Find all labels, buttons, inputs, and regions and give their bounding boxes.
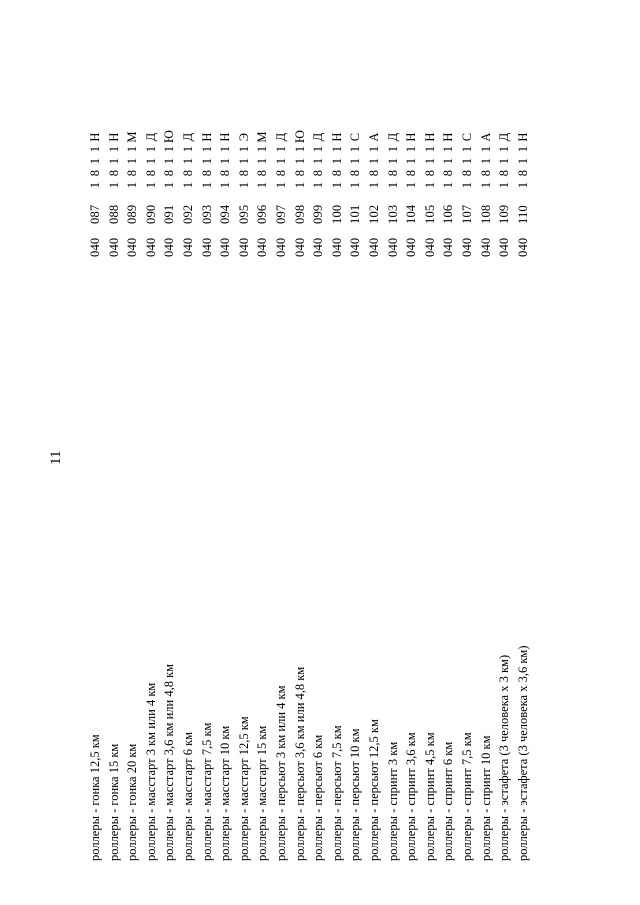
- code-part: 040: [515, 237, 530, 257]
- code-part: 040: [236, 237, 251, 257]
- discipline-code: [384, 131, 403, 257]
- discipline-name: роллеры - эстафета (3 человека х 3 км): [497, 654, 512, 861]
- code-part: 040: [497, 237, 512, 257]
- code-part: 1: [106, 181, 121, 189]
- code-part: 8: [348, 169, 363, 177]
- discipline-name: роллеры - персьют 7,5 км: [329, 725, 344, 861]
- code-part: 089: [125, 204, 140, 224]
- code-part: 040: [199, 237, 214, 257]
- code-part: 040: [255, 237, 270, 257]
- code-part: А: [478, 132, 493, 142]
- code-part: 1: [274, 157, 288, 165]
- code-part: 040: [367, 237, 381, 257]
- list-item: [123, 21, 142, 861]
- code-part: 102: [367, 204, 381, 224]
- code-part: 1: [478, 157, 493, 165]
- code-part: 1: [143, 145, 158, 153]
- code-part: 1: [143, 181, 158, 189]
- discipline-name: роллеры - масстарт 3,6 км или 4,8 км: [162, 663, 177, 861]
- code-part: 109: [497, 204, 512, 224]
- code-part: Н: [329, 132, 344, 142]
- list-item: [384, 21, 403, 861]
- code-part: 8: [162, 169, 177, 177]
- list-item: [402, 21, 421, 861]
- discipline-code: [346, 131, 365, 257]
- code-part: 8: [515, 169, 530, 177]
- code-part: 1: [292, 157, 307, 165]
- code-part: 101: [348, 204, 363, 224]
- code-part: 1: [181, 181, 195, 189]
- code-part: 1: [125, 181, 140, 189]
- discipline-code: [160, 131, 179, 257]
- code-part: 8: [367, 169, 381, 177]
- code-part: 8: [88, 169, 102, 177]
- code-part: 1: [106, 157, 121, 165]
- code-part: 1: [329, 181, 344, 189]
- code-part: 1: [311, 145, 326, 153]
- code-part: С: [460, 132, 474, 142]
- code-part: 040: [441, 237, 456, 257]
- discipline-code: [235, 131, 254, 257]
- list-item: [179, 21, 198, 861]
- code-part: 1: [218, 157, 233, 165]
- discipline-code: [458, 131, 477, 257]
- code-part: 040: [478, 237, 493, 257]
- discipline-code: [253, 131, 272, 257]
- code-part: 1: [385, 157, 400, 165]
- code-part: 040: [125, 237, 140, 257]
- code-part: Э: [236, 132, 251, 142]
- discipline-name: роллеры - спринт 10 км: [478, 735, 493, 861]
- code-part: 1: [460, 145, 474, 153]
- discipline-code: [495, 131, 514, 257]
- code-part: Н: [404, 132, 419, 142]
- code-part: 096: [255, 204, 270, 224]
- code-part: Д: [181, 132, 195, 142]
- code-part: Д: [385, 132, 400, 142]
- code-part: 1: [404, 157, 419, 165]
- discipline-name: роллеры - спринт 7,5 км: [460, 732, 474, 861]
- code-part: 1: [181, 145, 195, 153]
- code-part: 097: [274, 204, 288, 224]
- list-item: [272, 21, 291, 861]
- code-part: 105: [422, 204, 437, 224]
- code-part: Н: [106, 132, 121, 142]
- code-part: 040: [292, 237, 307, 257]
- code-part: 1: [497, 157, 512, 165]
- discipline-name: роллеры - масстарт 7,5 км: [199, 722, 214, 861]
- page-number: 11: [48, 450, 64, 465]
- discipline-name: роллеры - персьют 6 км: [311, 734, 326, 861]
- code-part: 1: [162, 157, 177, 165]
- code-part: 040: [162, 237, 177, 257]
- code-part: 1: [236, 181, 251, 189]
- code-part: Н: [218, 132, 233, 142]
- code-part: 040: [422, 237, 437, 257]
- code-part: 1: [311, 181, 326, 189]
- code-part: М: [255, 131, 270, 143]
- code-part: Д: [274, 132, 288, 142]
- code-part: 1: [181, 157, 195, 165]
- discipline-name: роллеры - гонка 20 км: [125, 743, 140, 861]
- list-item: [160, 21, 179, 861]
- code-part: 100: [329, 204, 344, 224]
- discipline-name: роллеры - гонка 12,5 км: [88, 734, 102, 861]
- list-item: [328, 21, 347, 861]
- discipline-code: [216, 131, 235, 257]
- code-part: 1: [255, 157, 270, 165]
- code-part: 1: [218, 181, 233, 189]
- code-part: 1: [404, 145, 419, 153]
- discipline-name: роллеры - гонка 15 км: [106, 743, 121, 861]
- code-part: 099: [311, 204, 326, 224]
- list-item: [477, 21, 496, 861]
- list-item: [291, 21, 310, 861]
- code-part: 8: [311, 169, 326, 177]
- code-part: 040: [106, 237, 121, 257]
- discipline-name: роллеры - спринт 4,5 км: [422, 732, 437, 861]
- code-part: 103: [385, 204, 400, 224]
- list-item: [495, 21, 514, 861]
- code-part: 1: [143, 157, 158, 165]
- code-part: 8: [106, 169, 121, 177]
- code-part: 8: [478, 169, 493, 177]
- code-part: 8: [404, 169, 419, 177]
- code-part: 093: [199, 204, 214, 224]
- code-part: 094: [218, 204, 233, 224]
- code-part: 1: [329, 157, 344, 165]
- code-part: 1: [199, 145, 214, 153]
- code-part: 1: [292, 181, 307, 189]
- list-item: [309, 21, 328, 861]
- discipline-name: роллеры - спринт 3 км: [385, 741, 400, 861]
- code-part: 8: [125, 169, 140, 177]
- code-part: 8: [292, 169, 307, 177]
- discipline-name: роллеры - персьют 10 км: [348, 728, 363, 861]
- code-part: А: [367, 132, 381, 142]
- code-part: 1: [441, 145, 456, 153]
- code-part: 040: [311, 237, 326, 257]
- discipline-code: [291, 131, 310, 257]
- code-part: 8: [236, 169, 251, 177]
- code-part: 1: [422, 145, 437, 153]
- code-part: 1: [367, 157, 381, 165]
- list-item: [421, 21, 440, 861]
- code-part: 8: [181, 169, 195, 177]
- code-part: 1: [106, 145, 121, 153]
- code-part: 1: [515, 145, 530, 153]
- code-part: 040: [385, 237, 400, 257]
- discipline-name: роллеры - масстарт 6 км: [181, 731, 195, 861]
- discipline-name: роллеры - масстарт 15 км: [255, 725, 270, 861]
- code-part: 8: [255, 169, 270, 177]
- code-part: 040: [143, 237, 158, 257]
- list-item: [198, 21, 217, 861]
- code-part: 1: [199, 181, 214, 189]
- code-part: 1: [515, 181, 530, 189]
- code-part: 1: [255, 145, 270, 153]
- code-part: 1: [404, 181, 419, 189]
- code-part: 1: [478, 181, 493, 189]
- discipline-name: роллеры - спринт 3,6 км: [404, 732, 419, 861]
- code-part: 087: [88, 204, 102, 224]
- list-item: [142, 21, 161, 861]
- code-part: 1: [125, 157, 140, 165]
- code-part: 8: [385, 169, 400, 177]
- code-part: 8: [218, 169, 233, 177]
- code-part: Н: [515, 132, 530, 142]
- code-part: 1: [88, 181, 102, 189]
- code-part: 040: [181, 237, 195, 257]
- code-part: 1: [515, 157, 530, 165]
- code-part: 1: [292, 145, 307, 153]
- discipline-code: [105, 131, 124, 257]
- discipline-code: [421, 131, 440, 257]
- code-part: 8: [422, 169, 437, 177]
- code-part: 1: [236, 145, 251, 153]
- code-part: Д: [497, 132, 512, 142]
- list-item: [105, 21, 124, 861]
- code-part: 1: [441, 157, 456, 165]
- code-part: 1: [348, 157, 363, 165]
- code-part: 1: [348, 145, 363, 153]
- code-part: 095: [236, 204, 251, 224]
- code-part: 1: [311, 157, 326, 165]
- code-part: 1: [236, 157, 251, 165]
- discipline-name: роллеры - персьют 12,5 км: [367, 719, 381, 861]
- discipline-name: роллеры - персьют 3 км или 4 км: [274, 685, 288, 861]
- discipline-code: [328, 131, 347, 257]
- discipline-code: [123, 131, 142, 257]
- code-part: 1: [88, 145, 102, 153]
- list-item: [216, 21, 235, 861]
- code-part: 1: [422, 181, 437, 189]
- code-part: 8: [329, 169, 344, 177]
- code-part: 090: [143, 204, 158, 224]
- code-part: 1: [162, 181, 177, 189]
- code-part: 1: [367, 181, 381, 189]
- discipline-code: [514, 131, 533, 257]
- discipline-code: [179, 131, 198, 257]
- discipline-code: [272, 131, 291, 257]
- code-part: 088: [106, 204, 121, 224]
- code-part: Н: [441, 132, 456, 142]
- code-part: 8: [199, 169, 214, 177]
- code-part: 1: [460, 181, 474, 189]
- list-item: [439, 21, 458, 861]
- list-item: [253, 21, 272, 861]
- code-part: М: [125, 131, 140, 143]
- code-part: 1: [329, 145, 344, 153]
- code-part: 040: [404, 237, 419, 257]
- code-part: 1: [162, 145, 177, 153]
- code-part: 104: [404, 204, 419, 224]
- code-part: 1: [218, 145, 233, 153]
- discipline-code: [365, 131, 384, 257]
- code-part: 1: [460, 157, 474, 165]
- code-part: 107: [460, 204, 474, 224]
- discipline-code: [309, 131, 328, 257]
- code-part: 1: [441, 181, 456, 189]
- list-item: [514, 21, 533, 861]
- code-part: 040: [348, 237, 363, 257]
- code-part: 1: [367, 145, 381, 153]
- discipline-name: роллеры - масстарт 12,5 км: [236, 716, 251, 861]
- code-part: 8: [497, 169, 512, 177]
- code-part: 040: [460, 237, 474, 257]
- code-part: 1: [385, 145, 400, 153]
- discipline-code: [439, 131, 458, 257]
- code-part: 108: [478, 204, 493, 224]
- code-part: 1: [422, 157, 437, 165]
- discipline-code: [198, 131, 217, 257]
- code-part: 8: [441, 169, 456, 177]
- code-part: 1: [478, 145, 493, 153]
- code-part: 106: [441, 204, 456, 224]
- code-part: Ю: [162, 129, 177, 143]
- discipline-name: роллеры - масстарт 10 км: [218, 725, 233, 861]
- code-part: 1: [497, 145, 512, 153]
- discipline-name: роллеры - спринт 6 км: [441, 741, 456, 861]
- list-item: [458, 21, 477, 861]
- code-part: Н: [199, 132, 214, 142]
- code-part: 040: [88, 237, 102, 257]
- code-part: С: [348, 132, 363, 142]
- code-part: 8: [143, 169, 158, 177]
- discipline-code: [86, 131, 105, 257]
- code-part: 040: [274, 237, 288, 257]
- code-part: 040: [329, 237, 344, 257]
- discipline-name: роллеры - масстарт 3 км или 4 км: [143, 682, 158, 861]
- code-part: Д: [311, 132, 326, 142]
- discipline-name: роллеры - эстафета (3 человека х 3,6 км): [515, 645, 530, 861]
- code-part: 1: [199, 157, 214, 165]
- discipline-name: роллеры - персьют 3,6 км или 4,8 км: [292, 666, 307, 861]
- code-part: 040: [218, 237, 233, 257]
- code-part: 1: [255, 181, 270, 189]
- code-part: Н: [422, 132, 437, 142]
- code-part: Д: [143, 132, 158, 142]
- code-part: Ю: [292, 129, 307, 143]
- code-part: 1: [348, 181, 363, 189]
- discipline-code: [402, 131, 421, 257]
- list-item: [365, 21, 384, 861]
- code-part: 1: [125, 145, 140, 153]
- code-part: 1: [88, 157, 102, 165]
- code-part: 110: [515, 205, 530, 224]
- code-part: 098: [292, 204, 307, 224]
- code-part: 8: [274, 169, 288, 177]
- code-part: 1: [274, 181, 288, 189]
- code-part: 092: [181, 204, 195, 224]
- list-item: [346, 21, 365, 861]
- discipline-code: [142, 131, 161, 257]
- code-part: Н: [88, 132, 102, 142]
- discipline-code: [477, 131, 496, 257]
- list-item: [86, 21, 105, 861]
- code-part: 091: [162, 204, 177, 224]
- code-part: 1: [385, 181, 400, 189]
- code-part: 8: [460, 169, 474, 177]
- list-item: [235, 21, 254, 861]
- code-part: 1: [274, 145, 288, 153]
- code-part: 1: [497, 181, 512, 189]
